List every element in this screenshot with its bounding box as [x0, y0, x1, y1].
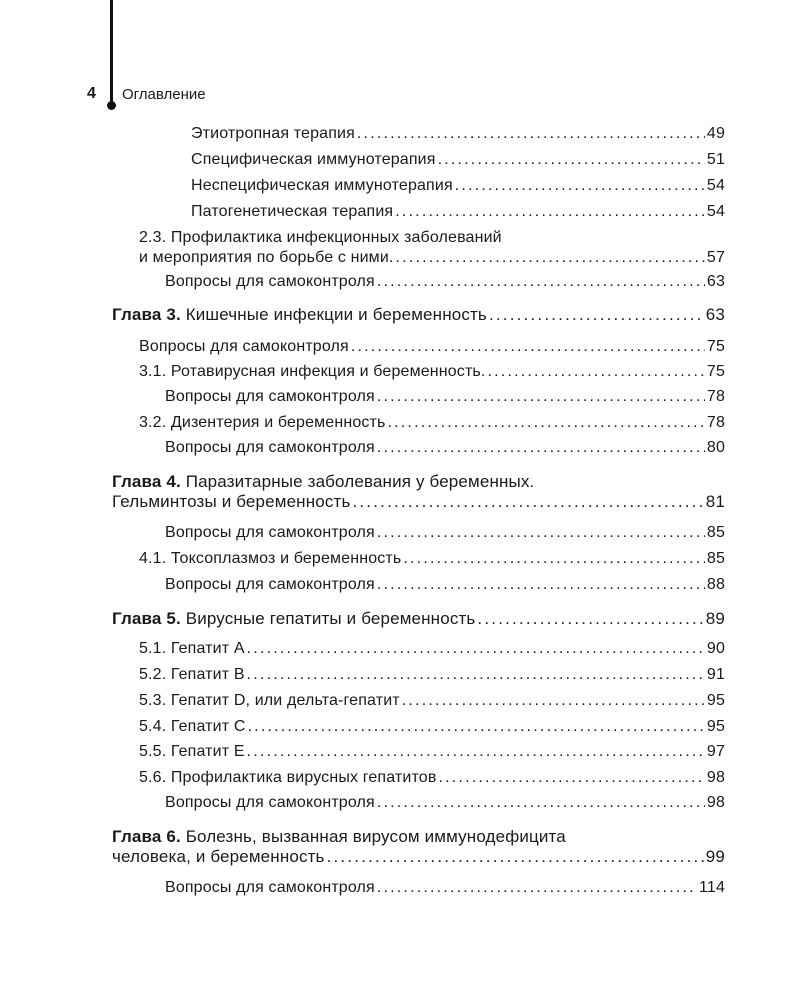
running-head: Оглавление	[122, 86, 206, 103]
toc-page-number: 54	[706, 177, 725, 194]
toc-page-number: 51	[706, 151, 725, 168]
toc-entry-title: 5.6. Профилактика вирусных гепатитов	[139, 769, 437, 786]
toc-entry-title: 5.4. Гепатит С	[139, 718, 246, 735]
toc-entry	[139, 337, 725, 357]
toc-entry-title: Вопросы для самоконтроля	[165, 879, 375, 896]
toc-entry	[165, 272, 725, 292]
toc-entry-title: Вирусные гепатиты и беременность	[180, 609, 476, 628]
toc-page-number: 88	[706, 576, 725, 593]
toc-page-number: 114	[699, 879, 725, 896]
toc-entry	[139, 413, 725, 433]
toc-entry	[165, 438, 725, 458]
toc-entry	[191, 150, 725, 170]
toc-entry-title: 5.2. Гепатит В	[139, 666, 245, 683]
dot-leader	[377, 793, 705, 813]
toc-chapter-entry	[112, 305, 725, 325]
dot-leader	[247, 742, 705, 762]
dot-leader	[387, 413, 704, 433]
dot-leader	[351, 337, 705, 357]
dot-leader	[327, 847, 704, 867]
toc-entry-title-continued: человека, и беременность	[112, 847, 325, 866]
dot-leader	[377, 878, 697, 898]
dot-leader	[352, 492, 703, 512]
toc-page-number: 90	[706, 640, 725, 657]
toc-entry-title: Вопросы для самоконтроля	[165, 273, 375, 290]
toc-page-number: 49	[706, 125, 725, 142]
chapter-label: Глава 6.	[112, 827, 181, 846]
toc-entry	[139, 717, 725, 737]
dot-leader	[377, 272, 705, 292]
toc-page-number: 97	[706, 743, 725, 760]
toc-entry	[139, 691, 725, 711]
toc-entry-title: Вопросы для самоконтроля	[165, 439, 375, 456]
chapter-label: Глава 5.	[112, 609, 181, 628]
toc-entry-title: 5.5. Гепатит Е	[139, 743, 245, 760]
toc-entry-title: Вопросы для самоконтроля	[165, 524, 375, 541]
dot-leader	[488, 362, 705, 382]
toc-entry	[165, 878, 725, 898]
toc-entry-title: Болезнь, вызванная вирусом иммунодефицита	[180, 827, 566, 846]
toc-page-number: 81	[705, 492, 725, 511]
toc-entry-title: 5.1. Гепатит А	[139, 640, 245, 657]
toc-entry	[139, 362, 725, 382]
toc-page-number: 89	[705, 609, 725, 628]
page-number: 4	[87, 85, 96, 102]
toc-page-number: 63	[706, 273, 725, 290]
toc-entry-title: 4.1. Токсоплазмоз и беременность	[139, 550, 402, 567]
toc-page-number: 95	[706, 692, 725, 709]
toc-page-number: 78	[706, 414, 725, 431]
dot-leader	[438, 768, 704, 788]
toc-entry-title: Специфическая иммунотерапия	[191, 151, 436, 168]
toc-entry-title: Неспецифическая иммунотерапия	[191, 177, 453, 194]
dot-leader	[438, 150, 705, 170]
dot-leader	[455, 176, 705, 196]
dot-leader	[396, 248, 705, 268]
toc-entry	[139, 665, 725, 685]
toc-entry	[191, 176, 725, 196]
toc-entry-title: Вопросы для самоконтроля	[165, 388, 375, 405]
toc-entry	[139, 768, 725, 788]
toc-entry	[165, 387, 725, 407]
toc-page-number: 95	[706, 718, 725, 735]
dot-leader	[377, 387, 705, 407]
toc-entry	[139, 228, 725, 268]
toc-entry-title: Вопросы для самоконтроля	[165, 576, 375, 593]
toc-entry-title: Вопросы для самоконтроля	[165, 794, 375, 811]
dot-leader	[247, 639, 705, 659]
toc-chapter-entry	[112, 827, 725, 867]
toc-entry	[139, 742, 725, 762]
toc-page-number: 91	[706, 666, 725, 683]
toc-chapter-entry	[112, 609, 725, 629]
dot-leader	[403, 549, 705, 569]
chapter-label: Глава 3.	[112, 305, 181, 324]
toc-page-number: 54	[706, 203, 725, 220]
toc-entry	[139, 639, 725, 659]
toc-entry-title: 3.2. Дизентерия и беременность	[139, 414, 386, 431]
toc-entry-title: 2.3. Профилактика инфекционных заболеваний	[139, 229, 502, 246]
toc-page-number: 85	[706, 550, 725, 567]
dot-leader	[357, 124, 705, 144]
toc-page-number: 80	[706, 439, 725, 456]
dot-leader	[247, 665, 705, 685]
dot-leader	[477, 609, 703, 629]
toc-page-number: 75	[706, 338, 725, 355]
chapter-label: Глава 4.	[112, 472, 181, 491]
toc-chapter-entry	[112, 472, 725, 512]
toc-page-number: 85	[706, 524, 725, 541]
dot-leader	[402, 691, 705, 711]
dot-leader	[248, 717, 705, 737]
toc-entry	[139, 549, 725, 569]
toc-page-number: 63	[705, 305, 725, 324]
toc-entry-title: Кишечные инфекции и беременность	[180, 305, 487, 324]
toc-entry	[165, 523, 725, 543]
toc-entry-title: Вопросы для самоконтроля	[139, 338, 349, 355]
toc-page-number: 98	[706, 794, 725, 811]
toc-entry-title-continued: Гельминтозы и беременность	[112, 492, 351, 511]
toc-entry	[191, 124, 725, 144]
dot-leader	[489, 305, 704, 325]
toc-page-number: 57	[706, 249, 725, 266]
toc-entry-title: 5.3. Гепатит D, или дельта-гепатит	[139, 692, 400, 709]
toc-entry-title-continued: и мероприятия по борьбе с ними.	[139, 249, 394, 266]
toc-page-number: 99	[705, 847, 725, 866]
dot-leader	[377, 523, 705, 543]
toc-entry-title: Патогенетическая терапия	[191, 203, 394, 220]
dot-leader	[377, 438, 705, 458]
toc-page-number: 78	[706, 388, 725, 405]
toc-entry	[165, 793, 725, 813]
toc-entry-title: Этиотропная терапия	[191, 125, 355, 142]
toc-page-number: 98	[706, 769, 725, 786]
dot-leader	[377, 575, 705, 595]
toc-entry	[165, 575, 725, 595]
dot-leader	[395, 202, 705, 222]
toc-entry	[191, 202, 725, 222]
toc-entry-title: 3.1. Ротавирусная инфекция и беременность.	[139, 363, 486, 380]
toc-entry-title: Паразитарные заболевания у беременных.	[180, 472, 535, 491]
toc-page-number: 75	[706, 363, 725, 380]
